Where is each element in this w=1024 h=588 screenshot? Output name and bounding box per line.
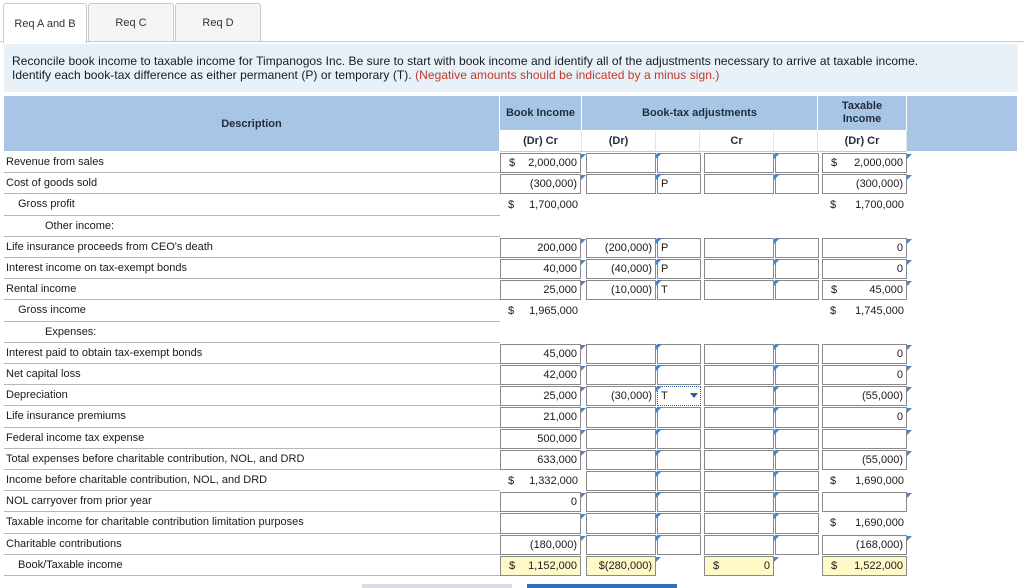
row-divider bbox=[4, 215, 500, 216]
adjustment-cr-value: 0 bbox=[763, 559, 770, 572]
book-income-cell bbox=[500, 195, 581, 215]
taxable-income-cell bbox=[822, 471, 907, 491]
taxable-income-value: 2,000,000 bbox=[854, 157, 903, 170]
difference-type-value: T bbox=[661, 284, 668, 297]
description-text: Expenses: bbox=[45, 325, 97, 338]
book-income-cell[interactable] bbox=[500, 153, 581, 173]
taxable-income-cell[interactable] bbox=[822, 153, 907, 173]
description-text: Other income: bbox=[45, 219, 115, 232]
difference-type-input[interactable] bbox=[657, 344, 701, 364]
row-description bbox=[6, 368, 81, 380]
row-divider bbox=[4, 193, 500, 194]
subheader-cr: Cr bbox=[700, 131, 774, 152]
row-divider bbox=[4, 384, 500, 385]
adjustment-cr-input[interactable] bbox=[704, 365, 774, 385]
difference-type-input[interactable] bbox=[775, 386, 819, 406]
taxable-income-cell bbox=[822, 556, 907, 576]
difference-type-input[interactable] bbox=[775, 535, 819, 555]
book-income-cell[interactable] bbox=[500, 535, 581, 555]
adjustment-cr-input[interactable] bbox=[704, 280, 774, 300]
adjustment-cr-input[interactable] bbox=[704, 153, 774, 173]
book-income-cell bbox=[500, 556, 581, 576]
book-income-cell[interactable] bbox=[500, 280, 581, 300]
adjustment-cr-input[interactable] bbox=[704, 471, 774, 491]
difference-type-value: T bbox=[661, 390, 668, 403]
reconciliation-table bbox=[4, 96, 1018, 576]
row-divider bbox=[4, 299, 500, 300]
difference-type-input[interactable] bbox=[775, 407, 819, 427]
row-description bbox=[6, 538, 122, 550]
adjustment-cr-input[interactable] bbox=[704, 407, 774, 427]
book-income-value: 25,000 bbox=[543, 390, 577, 403]
row-divider bbox=[4, 490, 500, 491]
dollar-sign: $ bbox=[508, 199, 515, 212]
adjustment-dr-input[interactable] bbox=[586, 174, 656, 194]
row-description bbox=[18, 198, 75, 210]
difference-type-input[interactable] bbox=[775, 259, 819, 279]
description-text: Revenue from sales bbox=[6, 156, 104, 168]
difference-type-value: P bbox=[661, 263, 669, 276]
difference-type-input[interactable] bbox=[775, 238, 819, 258]
difference-type-select[interactable] bbox=[657, 386, 701, 406]
book-income-value: 0 bbox=[570, 496, 577, 509]
dollar-sign: $ bbox=[508, 305, 515, 318]
description-text: Depreciation bbox=[6, 389, 68, 402]
taxable-income-value: 0 bbox=[896, 263, 903, 276]
dollar-sign: $ bbox=[830, 199, 837, 212]
book-income-cell[interactable] bbox=[500, 344, 581, 364]
dollar-sign: $ bbox=[713, 559, 720, 572]
description-text: NOL carryover from prior year bbox=[6, 495, 152, 508]
book-income-cell[interactable] bbox=[500, 450, 581, 470]
taxable-income-cell[interactable] bbox=[822, 174, 907, 194]
description-text: Cost of goods sold bbox=[6, 177, 98, 190]
taxable-income-cell[interactable] bbox=[822, 386, 907, 406]
row-divider bbox=[4, 511, 500, 512]
taxable-income-value: 1,700,000 bbox=[855, 199, 904, 212]
taxable-income-value: 0 bbox=[896, 369, 903, 382]
adjustment-dr-input[interactable] bbox=[586, 556, 656, 576]
difference-type-input[interactable] bbox=[657, 429, 701, 449]
dollar-sign: $ bbox=[831, 559, 838, 572]
row-divider bbox=[4, 321, 500, 322]
row-divider bbox=[4, 363, 500, 364]
row-description bbox=[6, 241, 213, 253]
book-income-cell bbox=[500, 301, 581, 321]
row-divider bbox=[4, 427, 500, 428]
book-income-value: 42,000 bbox=[543, 369, 577, 382]
dollar-sign: $ bbox=[831, 157, 838, 170]
book-income-cell[interactable] bbox=[500, 513, 581, 533]
book-income-value: 1,965,000 bbox=[529, 305, 578, 318]
taxable-income-value: 0 bbox=[896, 411, 903, 424]
description-text: Interest paid to obtain tax-exempt bonds bbox=[6, 346, 203, 359]
header-right-filler bbox=[907, 96, 1018, 152]
taxable-income-value: (168,000) bbox=[855, 538, 903, 551]
taxable-income-value: (55,000) bbox=[862, 390, 903, 403]
row-description bbox=[6, 495, 152, 507]
taxable-income-cell bbox=[822, 195, 907, 215]
difference-type-input[interactable] bbox=[775, 429, 819, 449]
row-divider bbox=[4, 575, 500, 576]
row-description bbox=[45, 220, 114, 232]
book-income-value: 1,700,000 bbox=[529, 199, 578, 212]
adjustment-dr-input[interactable] bbox=[586, 280, 656, 300]
difference-type-input[interactable] bbox=[657, 513, 701, 533]
dollar-sign: $ bbox=[830, 517, 837, 530]
description-text: Interest income on tax-exempt bonds bbox=[6, 262, 187, 274]
row-description bbox=[6, 516, 304, 528]
taxable-income-cell[interactable] bbox=[822, 450, 907, 470]
row-description bbox=[6, 283, 76, 295]
description-text: Life insurance premiums bbox=[6, 410, 126, 423]
taxable-income-cell[interactable] bbox=[822, 344, 907, 364]
row-description bbox=[18, 304, 86, 316]
taxable-income-value: 0 bbox=[896, 347, 903, 360]
book-income-value: 21,000 bbox=[543, 411, 577, 424]
subheader-dr: (Dr) bbox=[582, 131, 656, 152]
adjustment-dr-input[interactable] bbox=[586, 365, 656, 385]
taxable-income-cell[interactable] bbox=[822, 535, 907, 555]
description-text: Federal income tax expense bbox=[6, 431, 145, 444]
row-description bbox=[6, 389, 68, 401]
difference-type-value: P bbox=[661, 178, 669, 191]
difference-type-value: P bbox=[661, 241, 669, 254]
adjustment-dr-input[interactable] bbox=[586, 386, 656, 406]
row-description bbox=[6, 453, 304, 465]
prev-button-edge[interactable] bbox=[362, 584, 512, 588]
book-income-value: 25,000 bbox=[543, 284, 577, 297]
taxable-income-cell[interactable] bbox=[822, 365, 907, 385]
adjustment-dr-input[interactable] bbox=[586, 153, 656, 173]
dollar-sign: $ bbox=[830, 475, 837, 488]
difference-type-input[interactable] bbox=[775, 280, 819, 300]
tab-req-a-and-b[interactable] bbox=[3, 3, 87, 43]
book-income-cell[interactable] bbox=[500, 429, 581, 449]
difference-type-input[interactable] bbox=[775, 174, 819, 194]
taxable-income-cell[interactable] bbox=[822, 429, 907, 449]
row-description bbox=[6, 474, 267, 486]
row-divider bbox=[4, 448, 500, 449]
difference-type-input[interactable] bbox=[657, 259, 701, 279]
adjustment-dr-input[interactable] bbox=[586, 471, 656, 491]
difference-type-input[interactable] bbox=[657, 280, 701, 300]
tab-req-c[interactable] bbox=[88, 3, 174, 42]
book-income-cell[interactable] bbox=[500, 386, 581, 406]
adjustment-cr-input[interactable] bbox=[704, 450, 774, 470]
header-taxable-income: Taxable Income bbox=[818, 96, 907, 131]
adjustment-cr-input[interactable] bbox=[704, 535, 774, 555]
row-divider bbox=[4, 278, 500, 279]
book-income-value: 500,000 bbox=[537, 432, 577, 445]
header-book-tax-adjustments: Book-tax adjustments bbox=[582, 96, 818, 131]
book-income-value: 1,152,000 bbox=[528, 559, 577, 572]
instructions-line-2 bbox=[12, 68, 1018, 82]
book-income-cell[interactable] bbox=[500, 174, 581, 194]
taxable-income-cell bbox=[822, 301, 907, 321]
adjustment-dr-value: (40,000) bbox=[611, 263, 652, 276]
adjustment-cr-input[interactable] bbox=[704, 238, 774, 258]
taxable-income-cell[interactable] bbox=[822, 492, 907, 512]
difference-type-input[interactable] bbox=[775, 450, 819, 470]
description-text: Book/Taxable income bbox=[18, 558, 123, 571]
adjustment-cr-input[interactable] bbox=[704, 259, 774, 279]
difference-type-input[interactable] bbox=[775, 513, 819, 533]
difference-type-input[interactable] bbox=[657, 471, 701, 491]
tab-label: Req A and B bbox=[14, 17, 76, 30]
difference-type-input[interactable] bbox=[657, 407, 701, 427]
adjustment-dr-input[interactable] bbox=[586, 238, 656, 258]
adjustment-dr-value: (200,000) bbox=[604, 241, 652, 254]
adjustment-dr-input[interactable] bbox=[586, 513, 656, 533]
difference-type-input[interactable] bbox=[775, 365, 819, 385]
adjustment-cr-input[interactable] bbox=[704, 513, 774, 533]
difference-type-input[interactable] bbox=[657, 365, 701, 385]
description-text: Taxable income for charitable contribution limitation purposes bbox=[6, 516, 304, 529]
row-divider bbox=[4, 172, 500, 173]
subheader-cr-type bbox=[774, 131, 818, 152]
dollar-sign: $ bbox=[509, 157, 516, 170]
tab-label: Req C bbox=[115, 17, 147, 29]
description-text: Gross profit bbox=[18, 198, 75, 211]
adjustment-dr-value: (30,000) bbox=[611, 390, 652, 403]
taxable-income-value: (55,000) bbox=[862, 453, 903, 466]
row-divider bbox=[4, 533, 500, 534]
taxable-income-value: 1,522,000 bbox=[854, 559, 903, 572]
adjustment-dr-input[interactable] bbox=[586, 259, 656, 279]
adjustment-dr-input[interactable] bbox=[586, 407, 656, 427]
book-income-value: 45,000 bbox=[543, 347, 577, 360]
difference-type-input[interactable] bbox=[657, 450, 701, 470]
difference-type-input[interactable] bbox=[775, 492, 819, 512]
row-description bbox=[6, 432, 144, 444]
taxable-income-value: 1,690,000 bbox=[855, 475, 904, 488]
subheader-taxable-dr-cr: (Dr) Cr bbox=[818, 131, 907, 152]
adjustment-cr-input[interactable] bbox=[704, 386, 774, 406]
book-income-value: 633,000 bbox=[537, 453, 577, 466]
subheader-dr-type bbox=[656, 131, 700, 152]
row-description bbox=[6, 347, 202, 359]
adjustment-cr-input[interactable] bbox=[704, 174, 774, 194]
header-description: Description bbox=[4, 96, 500, 152]
instructions-text: Identify each book-tax difference as either permanent (P) or temporary (T). bbox=[12, 68, 412, 82]
difference-type-input[interactable] bbox=[775, 153, 819, 173]
row-divider bbox=[4, 405, 500, 406]
taxable-income-cell[interactable] bbox=[822, 259, 907, 279]
taxable-income-value: 1,690,000 bbox=[855, 517, 904, 530]
book-income-cell[interactable] bbox=[500, 365, 581, 385]
difference-type-input[interactable] bbox=[657, 153, 701, 173]
row-description bbox=[6, 177, 97, 189]
book-income-cell[interactable] bbox=[500, 238, 581, 258]
tab-label: Req D bbox=[202, 17, 234, 29]
description-text: Total expenses before charitable contribution, NOL, and DRD bbox=[6, 452, 305, 465]
adjustment-dr-input[interactable] bbox=[586, 535, 656, 555]
difference-type-input[interactable] bbox=[657, 238, 701, 258]
negative-amount-note: (Negative amounts should be indicated by a minus sign.) bbox=[415, 68, 720, 82]
adjustment-dr-input[interactable] bbox=[586, 344, 656, 364]
row-divider bbox=[4, 342, 500, 343]
taxable-income-value: (300,000) bbox=[855, 178, 903, 191]
row-divider bbox=[4, 469, 500, 470]
instructions-panel bbox=[4, 44, 1018, 92]
taxable-income-value: 1,745,000 bbox=[855, 305, 904, 318]
row-divider bbox=[4, 257, 500, 258]
dollar-sign: $ bbox=[508, 475, 515, 488]
adjustment-cr-input[interactable] bbox=[704, 344, 774, 364]
adjustment-cr-input[interactable] bbox=[704, 492, 774, 512]
adjustment-dr-value: (10,000) bbox=[611, 284, 652, 297]
description-text: Charitable contributions bbox=[6, 537, 122, 550]
dollar-sign: $ bbox=[831, 284, 838, 297]
next-button-edge[interactable] bbox=[527, 584, 677, 588]
taxable-income-value: 0 bbox=[896, 241, 903, 254]
difference-type-input[interactable] bbox=[657, 492, 701, 512]
difference-type-input[interactable] bbox=[657, 174, 701, 194]
header-book-income: Book Income bbox=[500, 96, 582, 131]
adjustment-cr-input[interactable] bbox=[704, 556, 774, 576]
description-text: Gross income bbox=[18, 304, 86, 317]
tab-divider bbox=[0, 41, 1024, 42]
taxable-income-cell[interactable] bbox=[822, 407, 907, 427]
chevron-down-icon[interactable] bbox=[690, 393, 698, 398]
subheader-book-dr-cr: (Dr) Cr bbox=[500, 131, 582, 152]
book-income-cell[interactable] bbox=[500, 492, 581, 512]
adjustment-dr-input[interactable] bbox=[586, 429, 656, 449]
row-description bbox=[18, 559, 123, 571]
adjustment-dr-input[interactable] bbox=[586, 450, 656, 470]
adjustment-cr-input[interactable] bbox=[704, 429, 774, 449]
dollar-sign: $ bbox=[830, 305, 837, 318]
difference-type-input[interactable] bbox=[775, 471, 819, 491]
row-divider bbox=[4, 554, 500, 555]
book-income-cell bbox=[500, 471, 581, 491]
description-text: Rental income bbox=[6, 283, 77, 296]
row-description bbox=[6, 410, 126, 422]
dollar-sign: $ bbox=[509, 559, 516, 572]
tab-bar bbox=[0, 0, 1024, 42]
taxable-income-cell[interactable] bbox=[822, 280, 907, 300]
book-income-cell[interactable] bbox=[500, 407, 581, 427]
difference-type-input[interactable] bbox=[775, 344, 819, 364]
description-text: Net capital loss bbox=[6, 368, 81, 380]
description-text: Life insurance proceeds from CEO's death bbox=[6, 240, 213, 253]
row-description bbox=[6, 156, 104, 168]
difference-type-input[interactable] bbox=[657, 535, 701, 555]
adjustment-dr-input[interactable] bbox=[586, 492, 656, 512]
row-description bbox=[6, 262, 187, 274]
book-income-value: 200,000 bbox=[537, 241, 577, 254]
book-income-cell[interactable] bbox=[500, 259, 581, 279]
row-description bbox=[45, 326, 96, 338]
taxable-income-value: 45,000 bbox=[869, 284, 903, 297]
book-income-value: 1,332,000 bbox=[529, 475, 578, 488]
taxable-income-cell bbox=[822, 513, 907, 533]
taxable-income-cell[interactable] bbox=[822, 238, 907, 258]
book-income-value: (300,000) bbox=[529, 178, 577, 191]
book-income-value: (180,000) bbox=[529, 538, 577, 551]
book-income-value: 2,000,000 bbox=[528, 157, 577, 170]
row-divider bbox=[4, 236, 500, 237]
instructions-line-1: Reconcile book income to taxable income for Timpanogos Inc. Be sure to start with book income and identify all of the adjustments necessary to arrive at taxable income. bbox=[12, 54, 919, 68]
description-text: Income before charitable contribution, NOL, and DRD bbox=[6, 474, 268, 486]
book-income-value: 40,000 bbox=[543, 263, 577, 276]
tab-req-d[interactable] bbox=[175, 3, 261, 42]
adjustment-dr-value: $(280,000) bbox=[598, 559, 652, 572]
